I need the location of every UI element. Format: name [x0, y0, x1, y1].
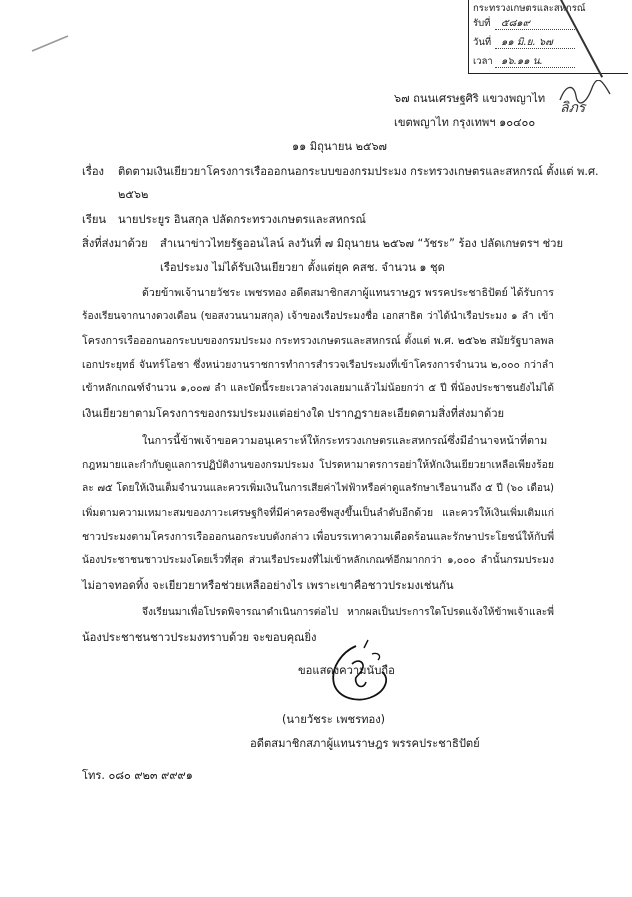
signer-title: อดีตสมาชิกสภาผู้แทนราษฎร พรรคประชาธิปัตย์	[250, 737, 480, 750]
receipt-stamp	[468, 0, 628, 74]
stamp-value: ๑๑ มิ.ย. ๖๗	[495, 38, 575, 49]
paragraph-2-line: เพิ่มตามความเหมาะสมของภาวะเศรษฐกิจที่มีค่าครองชีพสูงขึ้นเป็นลำดับอีกด้วย และควรให้เงินเพิ่มเติมแก่	[82, 507, 554, 519]
enclosure-label: สิ่งที่ส่งมาด้วย	[82, 237, 148, 250]
sender-address-line-2: เขตพญาไท กรุงเทพฯ ๑๐๔๐๐	[394, 116, 536, 129]
enclosure-line-1: สำเนาข่าวไทยรัฐออนไลน์ ลงวันที่ ๗ มิถุนายน ๒๕๖๗ “วัชระ” ร้อง ปลัดเกษตรฯ ช่วย	[160, 237, 564, 250]
stamp-row-date	[473, 38, 575, 49]
paragraph-2-line: กฎหมายและกำกับดูแลการปฏิบัติงานของกรมประมง โปรดหามาตรการอย่าให้หักเงินเยียวยาเหลือเพียงร้อย	[82, 459, 554, 471]
stamp-row-time	[473, 57, 575, 68]
paragraph-1-line: ด้วยข้าพเจ้านายวัชระ เพชรทอง อดีตสมาชิกสภาผู้แทนราษฎร พรรคประชาธิปัตย์ ได้รับการ	[142, 287, 554, 299]
paragraph-3-line: น้องประชาชนชาวประมงทราบด้วย จะขอบคุณยิ่ง	[82, 631, 317, 644]
paragraph-2-line: ไม่อาจทอดทิ้ง จะเยียวยาหรือช่วยเหลืออย่างไร เพราะเขาคือชาวประมงเช่นกัน	[82, 579, 454, 592]
stamp-initials: ลิภร	[560, 100, 586, 116]
paragraph-1-line: โครงการเรือออกนอกระบบของกรมประมง กระทรวงเกษตรและสหกรณ์ ตั้งแต่ พ.ศ. ๒๕๖๒ สมัยรัฐบาลพล	[82, 335, 554, 347]
subject-label: เรื่อง	[82, 165, 105, 178]
paragraph-2-line: ชาวประมงตามโครงการเรือออกนอกระบบดังกล่าว เพื่อบรรเทาความเดือดร้อนและรักษาประโยชน์ให้กับพี่	[82, 531, 555, 543]
paragraph-2-line: ละ ๗๕ โดยให้เงินเต็มจำนวนและควรเพิ่มเงินในการเสียค่าไฟฟ้าหรือค่าดูแลรักษาเรือนานถึง ๕ ปี (๖๐ เดือน)	[82, 483, 554, 494]
paragraph-1-line: เงินเยียวยาตามโครงการของกรมประมงแต่อย่างใด ปรากฏรายละเอียดตามสิ่งที่ส่งมาด้วย	[82, 407, 505, 420]
stamp-value: ๑๖.๑๑ น.	[495, 57, 575, 68]
phone-number: โทร. ๐๘๐ ๙๒๓ ๙๙๙๑	[82, 769, 193, 782]
subject-line-1: ติดตามเงินเยียวยาโครงการเรือออกนอกระบบของกรมประมง กระทรวงเกษตรและสหกรณ์ ตั้งแต่ พ.ศ.	[118, 165, 599, 178]
stamp-label: รับที่	[473, 18, 491, 29]
subject-line-2: ๒๕๖๒	[118, 188, 149, 201]
letter-date: ๑๑ มิถุนายน ๒๕๖๗	[292, 140, 387, 153]
paragraph-2-line: น้องประชาชนชาวประมงโดยเร็วที่สุด ส่วนเรือประมงที่ไม่เข้าหลักเกณฑ์อีกมากกว่า ๑,๐๐๐ ลำนั้นกรมประมง	[82, 555, 554, 566]
stamp-value: ๕๘๑๙	[495, 19, 575, 30]
paragraph-1-line: ร้องเรียนจากนางดวงเดือน (ขอสงวนนามสกุล) เจ้าของเรือประมงชื่อ เอกสาธิต ว่าได้นำเรือประมง ๑ ลำ เข้า	[82, 311, 554, 322]
stamp-row-number	[473, 19, 575, 30]
salutation-text: นายประยูร อินสกุล ปลัดกระทรวงเกษตรและสหกรณ์	[118, 213, 366, 226]
scan-mark	[30, 34, 70, 54]
stamp-label: วันที่	[473, 37, 492, 48]
paragraph-1-line: เอกประยุทธ์ จันทร์โอชา ซึ่งหน่วยงานราชการทำการสำรวจเรือประมงที่เข้าโครงการจำนวน ๒,๐๐๐ กว่าลำ	[82, 359, 554, 371]
salutation-label: เรียน	[82, 213, 107, 226]
stamp-label: เวลา	[473, 56, 493, 67]
enclosure-line-2: เรือประมง ไม่ได้รับเงินเยียวยา ตั้งแต่ยุค คสช. จำนวน ๑ ชุด	[160, 261, 445, 274]
paragraph-3-line: จึงเรียนมาเพื่อโปรดพิจารณาดำเนินการต่อไป หากผลเป็นประการใดโปรดแจ้งให้ข้าพเจ้าและพี่	[142, 607, 554, 618]
closing-text: ขอแสดงความนับถือ	[298, 664, 395, 677]
paragraph-1-line: เข้าหลักเกณฑ์จำนวน ๑,๐๐๗ ลำ และบัดนี้ระยะเวลาล่วงเลยมาแล้วไม่น้อยกว่า ๕ ปี พี่น้องประชาชนยังไม่ได้	[82, 383, 554, 394]
signer-name: (นายวัชระ เพชรทอง)	[282, 713, 386, 726]
paragraph-2-line: ในการนี้ข้าพเจ้าขอความอนุเคราะห์ให้กระทรวงเกษตรและสหกรณ์ซึ่งมีอำนาจหน้าที่ตาม	[142, 434, 548, 447]
sender-address-line-1: ๖๗ ถนนเศรษฐศิริ แขวงพญาไท	[394, 92, 546, 105]
signature	[312, 634, 398, 710]
stamp-header: กระทรวงเกษตรและสหกรณ์	[473, 3, 586, 14]
